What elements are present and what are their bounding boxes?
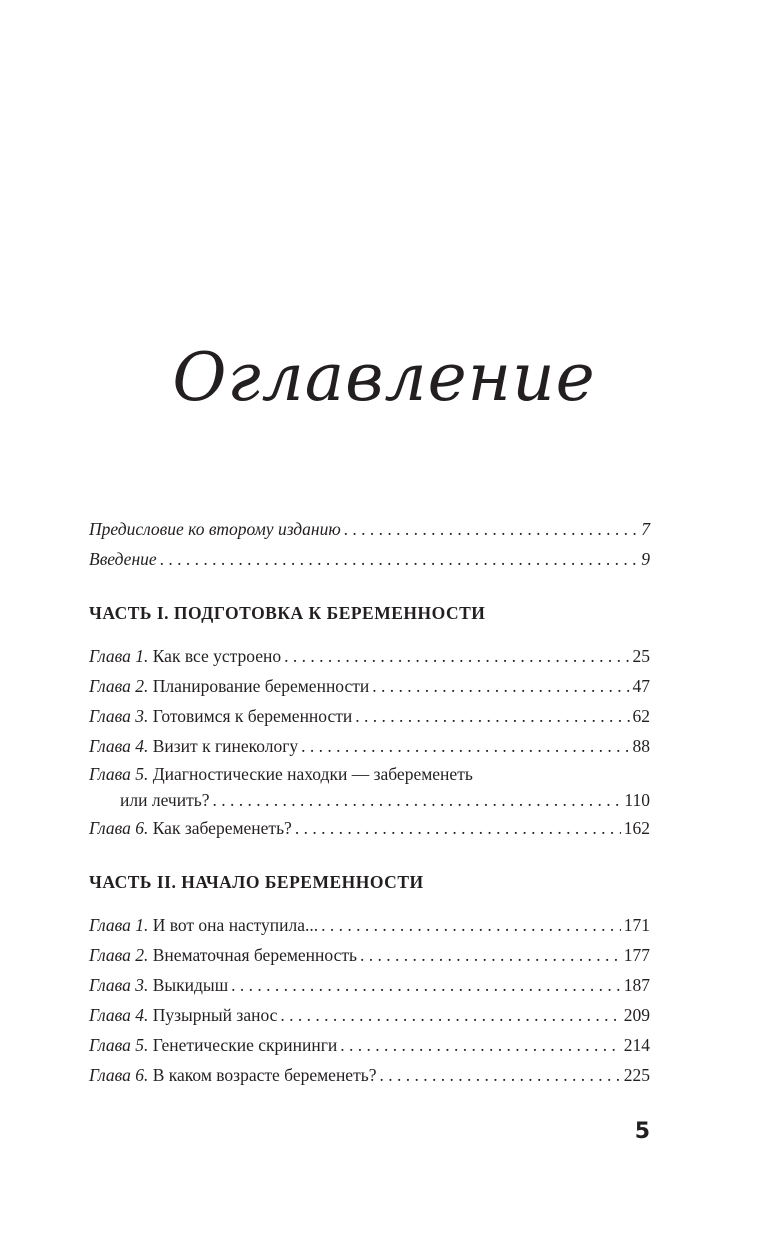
toc-entry-chapter[interactable] (89, 671, 650, 701)
chapter-title: Визит к гинекологу (152, 736, 299, 756)
entry-page: 177 (623, 945, 650, 965)
entry-page: 171 (623, 915, 650, 935)
chapter-prefix: Глава 2. (89, 676, 149, 696)
entry-page: 225 (623, 1065, 650, 1085)
entry-label (89, 701, 352, 731)
toc-entry-chapter[interactable] (89, 970, 650, 1000)
toc-entry-chapter[interactable] (89, 1060, 650, 1090)
toc-entry-chapter[interactable] (89, 1000, 650, 1030)
entry-label (89, 671, 369, 701)
toc-entry-chapter[interactable] (89, 940, 650, 970)
dot-leader (284, 641, 629, 671)
chapter-title: Как все устроено (152, 646, 282, 666)
chapter-title: Диагностические находки — забеременеть (152, 764, 473, 784)
chapter-prefix: Глава 3. (89, 706, 149, 726)
entry-page: 62 (632, 706, 650, 726)
entry-label (89, 970, 228, 1000)
entry-label (89, 1030, 337, 1060)
chapter-prefix: Глава 1. (89, 646, 149, 666)
chapter-prefix: Глава 2. (89, 945, 149, 965)
chapter-prefix: Глава 4. (89, 736, 149, 756)
entry-page: 162 (623, 818, 650, 838)
entry-label: Предисловие ко второму изданию (89, 519, 341, 539)
toc-entry-chapter[interactable] (89, 813, 650, 843)
dot-leader (321, 910, 621, 940)
entry-page: 214 (623, 1035, 650, 1055)
toc-entry-chapter[interactable] (89, 731, 650, 761)
dot-leader (379, 1060, 620, 1090)
chapter-title: Внематочная беременность (152, 945, 357, 965)
toc-entry-chapter-multiline[interactable] (89, 761, 650, 787)
chapter-prefix: Глава 6. (89, 818, 149, 838)
entry-page: 7 (641, 519, 650, 539)
chapter-title: Планирование беременности (152, 676, 370, 696)
toc-entry-chapter[interactable] (89, 641, 650, 671)
entry-label (89, 910, 318, 940)
entry-label (89, 1000, 277, 1030)
chapter-title: И вот она наступила... (152, 915, 319, 935)
chapter-title: Как забеременеть? (152, 818, 292, 838)
entry-page: 209 (623, 1005, 650, 1025)
chapter-title: Пузырный занос (152, 1005, 278, 1025)
entry-label (89, 1060, 376, 1090)
chapter-prefix: Глава 5. (89, 1035, 149, 1055)
entry-page: 187 (623, 975, 650, 995)
entry-page: 47 (632, 676, 650, 696)
part-heading: ЧАСТЬ I. ПОДГОТОВКА К БЕРЕМЕННОСТИ (89, 603, 486, 623)
dot-leader (295, 813, 621, 843)
dot-leader (160, 544, 639, 574)
entry-label: Введение (89, 549, 157, 569)
dot-leader (280, 1000, 620, 1030)
entry-label (89, 641, 281, 671)
entry-page: 88 (632, 736, 650, 756)
chapter-title: Выкидыш (152, 975, 229, 995)
dot-leader (372, 671, 629, 701)
entry-label (89, 731, 298, 761)
part-heading: ЧАСТЬ II. НАЧАЛО БЕРЕМЕННОСТИ (89, 872, 424, 892)
toc-entry-preface[interactable] (89, 514, 650, 544)
dot-leader (344, 514, 639, 544)
dot-leader (340, 1030, 621, 1060)
dot-leader (301, 731, 629, 761)
chapter-title: В каком возрасте беременеть? (152, 1065, 377, 1085)
chapter-title-continuation: или лечить? (120, 790, 210, 810)
dot-leader (212, 787, 621, 813)
dot-leader (231, 970, 621, 1000)
chapter-title: Генетические скрининги (152, 1035, 338, 1055)
chapter-prefix: Глава 1. (89, 915, 149, 935)
toc-entry-continuation[interactable] (89, 787, 650, 813)
toc-entry-introduction[interactable] (89, 544, 650, 574)
toc-entry-chapter[interactable] (89, 910, 650, 940)
entry-page: 9 (641, 549, 650, 569)
page-title: Оглавление (172, 339, 596, 416)
page-number: 5 (634, 1119, 650, 1144)
entry-page: 110 (624, 790, 650, 810)
toc-entry-chapter[interactable] (89, 701, 650, 731)
entry-label (89, 940, 357, 970)
entry-label (89, 813, 292, 843)
chapter-prefix: Глава 4. (89, 1005, 149, 1025)
chapter-title: Готовимся к беременности (152, 706, 353, 726)
chapter-prefix: Глава 6. (89, 1065, 149, 1085)
table-of-contents (89, 514, 650, 1090)
chapter-prefix: Глава 5. (89, 764, 149, 784)
entry-page: 25 (632, 646, 650, 666)
dot-leader (355, 701, 629, 731)
toc-entry-chapter[interactable] (89, 1030, 650, 1060)
chapter-prefix: Глава 3. (89, 975, 149, 995)
dot-leader (360, 940, 621, 970)
